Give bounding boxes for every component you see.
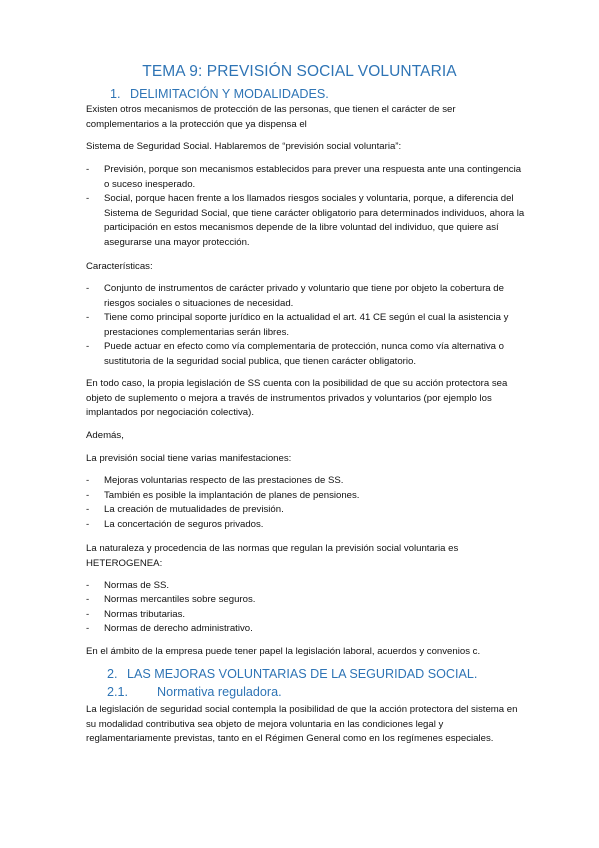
subsection-number: 2.1. [107, 685, 129, 699]
list-item [86, 340, 526, 369]
section-number: 1. [110, 87, 121, 101]
list-item-text: Tiene como principal soporte jurídico en la actualidad el art. 41 CE según el cual la asistencia y prestaciones complementarias serán libres. [104, 312, 509, 338]
paragraph: Características: [86, 261, 153, 272]
bullet-dash: - [86, 594, 90, 605]
bullet-dash: - [86, 193, 90, 204]
list-item-text: Normas tributarias. [104, 609, 186, 620]
bullet-dash: - [86, 490, 90, 501]
bullet-dash: - [86, 475, 90, 486]
paragraph: Sistema de Seguridad Social. Hablaremos de “previsión social voluntaria”: [86, 141, 402, 152]
list-item-text: Conjunto de instrumentos de carácter privado y voluntario que tiene por objeto la cobertura de riesgos sociales o situaciones de necesidad. [104, 283, 504, 309]
paragraph: La previsión social tiene varias manifestaciones: [86, 453, 292, 464]
bullet-dash: - [86, 164, 90, 175]
bullet-dash: - [86, 283, 90, 294]
paragraph: En todo caso, la propia legislación de SS cuenta con la posibilidad de que su acción protectora sea objeto de suplemento o mejora a través de instrumentos privados y voluntarios (por ejemplo los implantados por negociación colectiva). [86, 378, 508, 418]
list-item [86, 192, 526, 250]
list-item [86, 163, 526, 192]
list-item [86, 489, 526, 504]
list-item [86, 518, 526, 533]
list-item [86, 282, 526, 311]
section-heading-1 [110, 87, 329, 101]
list-item [86, 311, 526, 340]
paragraph: Además, [86, 430, 124, 441]
list-item-text: Normas de SS. [104, 580, 170, 591]
list-item [86, 474, 526, 489]
paragraph: En el ámbito de la empresa puede tener papel la legislación laboral, acuerdos y convenios c. [86, 646, 481, 657]
list-item [86, 579, 526, 594]
bullet-dash: - [86, 519, 90, 530]
subsection-heading [107, 685, 282, 699]
list-item-text: Previsión, porque son mecanismos establecidos para prever una respuesta ante una contingencia o suceso inesperado. [104, 164, 522, 190]
page-title: TEMA 9: PREVISIÓN SOCIAL VOLUNTARIA [142, 63, 457, 80]
paragraph: Existen otros mecanismos de protección de las personas, que tienen el carácter de ser complementarios a la protección que ya dispensa el [86, 104, 456, 130]
bullet-dash: - [86, 504, 90, 515]
list-item-text: La creación de mutualidades de previsión. [104, 504, 284, 515]
list-item [86, 622, 526, 637]
list-item-text: También es posible la implantación de planes de pensiones. [104, 490, 360, 501]
list-item [86, 593, 526, 608]
list-item-text: Puede actuar en efecto como vía complementaria de protección, nunca como vía alternativa o sustitutoria de la seguridad social publica, que tienen carácter obligatorio. [104, 341, 504, 367]
list-item-text: Mejoras voluntarias respecto de las prestaciones de SS. [104, 475, 344, 486]
section-title: LAS MEJORAS VOLUNTARIAS DE LA SEGURIDAD SOCIAL. [127, 667, 478, 681]
list-item [86, 608, 526, 623]
list-item [86, 503, 526, 518]
section-number: 2. [107, 667, 118, 681]
list-item-text: Social, porque hacen frente a los llamados riesgos sociales y voluntaria, porque, a diferencia del Sistema de Seguridad Social, que tiene carácter obligatorio para determinados individuos, ahora la participación en estos mecanismos depende de la libre voluntad del individuo, que quiere así asegurarse una mayor protección. [104, 193, 525, 248]
bullet-dash: - [86, 580, 90, 591]
list-item-text: Normas mercantiles sobre seguros. [104, 594, 256, 605]
list-item-text: Normas de derecho administrativo. [104, 623, 253, 634]
section-title: DELIMITACIÓN Y MODALIDADES. [130, 87, 329, 101]
list-item-text: La concertación de seguros privados. [104, 519, 264, 530]
paragraph: La naturaleza y procedencia de las normas que regulan la previsión social voluntaria es HETEROGENEA: [86, 543, 459, 569]
bullet-dash: - [86, 312, 90, 323]
bullet-dash: - [86, 623, 90, 634]
section-heading-2 [107, 667, 477, 681]
bullet-dash: - [86, 609, 90, 620]
bullet-dash: - [86, 341, 90, 352]
paragraph: La legislación de seguridad social contempla la posibilidad de que la acción protectora del sistema en su modalidad contributiva sea objeto de mejora voluntaria en las condiciones legal y reglamentariamente previstas, tanto en el Régimen General como en los regímenes especiales. [86, 704, 518, 744]
subsection-title: Normativa reguladora. [157, 685, 282, 699]
